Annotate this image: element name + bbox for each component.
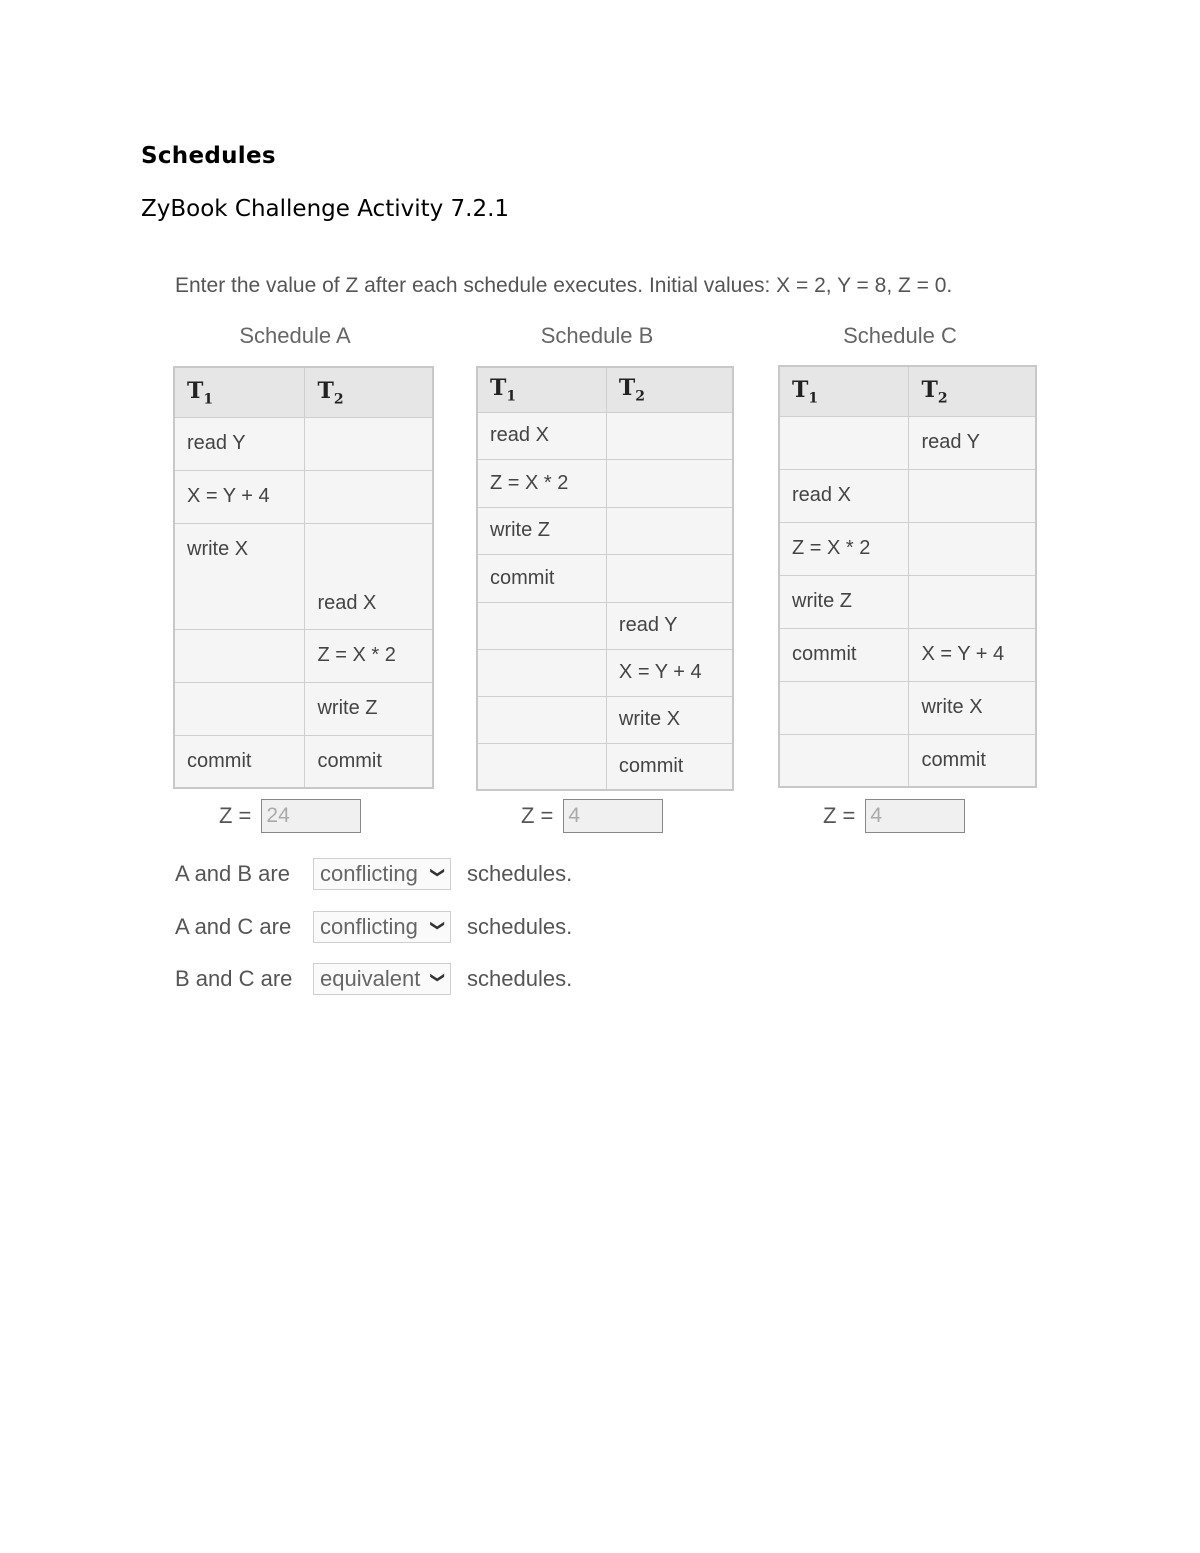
t1-header: $T_1$ xyxy=(174,367,305,417)
t2-cell: write X xyxy=(909,681,1036,734)
t2-cell xyxy=(305,470,433,523)
table-row xyxy=(779,469,1036,522)
t2-cell xyxy=(606,412,733,459)
t1-cell: read Y xyxy=(174,417,305,470)
table-row xyxy=(779,575,1036,628)
table-row xyxy=(174,470,433,523)
table-header-row xyxy=(174,367,433,417)
t2-cell xyxy=(305,417,433,470)
t1-cell xyxy=(477,649,606,696)
t2-cell: commit xyxy=(606,743,733,790)
t2-cell: write Z xyxy=(305,682,433,735)
t1-cell xyxy=(477,696,606,743)
t1-cell: commit xyxy=(174,735,305,788)
table-row xyxy=(779,734,1036,787)
t2-cell: write X xyxy=(606,696,733,743)
answer-select-ab[interactable] xyxy=(313,858,451,890)
t1-header: $T_1$ xyxy=(477,367,606,412)
document-title: Schedules xyxy=(141,143,276,169)
table-row xyxy=(174,417,433,470)
table-row xyxy=(477,459,733,507)
schedule-b-label: Schedule B xyxy=(540,323,654,348)
t2-cell xyxy=(606,554,733,602)
table-row xyxy=(174,682,433,735)
question-ac xyxy=(175,910,572,944)
t2-cell xyxy=(606,507,733,554)
t1-header: $T_1$ xyxy=(779,366,909,416)
chevron-down-icon: ❯ xyxy=(430,971,447,984)
answer-select-ac[interactable] xyxy=(313,911,451,943)
question-suffix: schedules. xyxy=(467,914,573,939)
chevron-down-icon: ❯ xyxy=(430,866,447,879)
t2-cell xyxy=(909,522,1036,575)
t1-cell xyxy=(174,682,305,735)
table-row xyxy=(477,743,733,790)
t2-cell: read Y xyxy=(909,416,1036,469)
table-row xyxy=(477,696,733,743)
select-value: conflicting xyxy=(320,861,418,886)
document-subtitle: ZyBook Challenge Activity 7.2.1 xyxy=(141,196,510,222)
question-prefix: A and B are xyxy=(175,861,290,886)
t2-cell: X = Y + 4 xyxy=(909,628,1036,681)
table-row xyxy=(477,649,733,696)
t1-cell xyxy=(477,602,606,649)
schedule-a-label: Schedule A xyxy=(239,323,351,348)
schedule-c-table xyxy=(778,365,1037,788)
z-input-c[interactable]: 4 xyxy=(865,799,965,833)
table-header-row xyxy=(477,367,733,412)
answer-select-bc[interactable] xyxy=(313,963,451,995)
schedule-b-z-answer xyxy=(521,799,663,833)
table-row xyxy=(779,416,1036,469)
t1-cell: Z = X * 2 xyxy=(779,522,909,575)
t2-cell xyxy=(305,523,433,629)
t1-cell: read X xyxy=(477,412,606,459)
table-row xyxy=(779,628,1036,681)
question-suffix: schedules. xyxy=(467,861,573,886)
question-ab xyxy=(175,857,572,891)
table-row xyxy=(477,507,733,554)
z-label: Z = xyxy=(823,803,856,828)
z-label: Z = xyxy=(521,803,554,828)
question-bc xyxy=(175,962,572,996)
chevron-down-icon: ❯ xyxy=(430,919,447,932)
schedule-a-z-answer xyxy=(219,799,361,833)
schedule-b-table xyxy=(476,366,734,791)
schedule-a-table xyxy=(173,366,434,789)
t2-cell-text: read X xyxy=(317,591,377,614)
t1-cell: commit xyxy=(477,554,606,602)
t2-header: $T_2$ xyxy=(606,367,733,412)
question-suffix: schedules. xyxy=(467,966,573,991)
t1-cell xyxy=(779,681,909,734)
t2-cell: commit xyxy=(305,735,433,788)
table-row xyxy=(779,681,1036,734)
table-header-row xyxy=(779,366,1036,416)
instruction-text: Enter the value of Z after each schedule executes. Initial values: X = 2, Y = 8, Z = 0. xyxy=(175,274,953,297)
t1-cell: X = Y + 4 xyxy=(174,470,305,523)
t1-cell: Z = X * 2 xyxy=(477,459,606,507)
schedule-c-label: Schedule C xyxy=(843,323,957,348)
t1-cell xyxy=(779,416,909,469)
t1-cell xyxy=(174,523,305,629)
table-row xyxy=(779,522,1036,575)
schedule-c-z-answer xyxy=(823,799,965,833)
t2-cell xyxy=(606,459,733,507)
t1-cell: read X xyxy=(779,469,909,522)
t2-cell: commit xyxy=(909,734,1036,787)
question-prefix: A and C are xyxy=(175,914,292,939)
table-row xyxy=(477,554,733,602)
t2-cell xyxy=(909,469,1036,522)
t2-header: $T_2$ xyxy=(909,366,1036,416)
t1-cell xyxy=(779,734,909,787)
t2-header: $T_2$ xyxy=(305,367,433,417)
t1-cell: commit xyxy=(779,628,909,681)
t2-cell: X = Y + 4 xyxy=(606,649,733,696)
table-row xyxy=(174,523,433,629)
t2-cell: read Y xyxy=(606,602,733,649)
select-value: conflicting xyxy=(320,914,418,939)
t2-cell xyxy=(909,575,1036,628)
table-row xyxy=(174,735,433,788)
z-input-a[interactable]: 24 xyxy=(261,799,361,833)
t1-cell xyxy=(174,629,305,682)
table-row xyxy=(174,629,433,682)
question-prefix: B and C are xyxy=(175,966,293,991)
t1-cell xyxy=(477,743,606,790)
t1-cell: write Z xyxy=(779,575,909,628)
table-row xyxy=(477,412,733,459)
select-value: equivalent xyxy=(320,966,421,991)
z-input-b[interactable]: 4 xyxy=(563,799,663,833)
z-label: Z = xyxy=(219,803,252,828)
t2-cell: Z = X * 2 xyxy=(305,629,433,682)
table-row xyxy=(477,602,733,649)
t1-cell-text: write X xyxy=(187,537,249,560)
t1-cell: write Z xyxy=(477,507,606,554)
